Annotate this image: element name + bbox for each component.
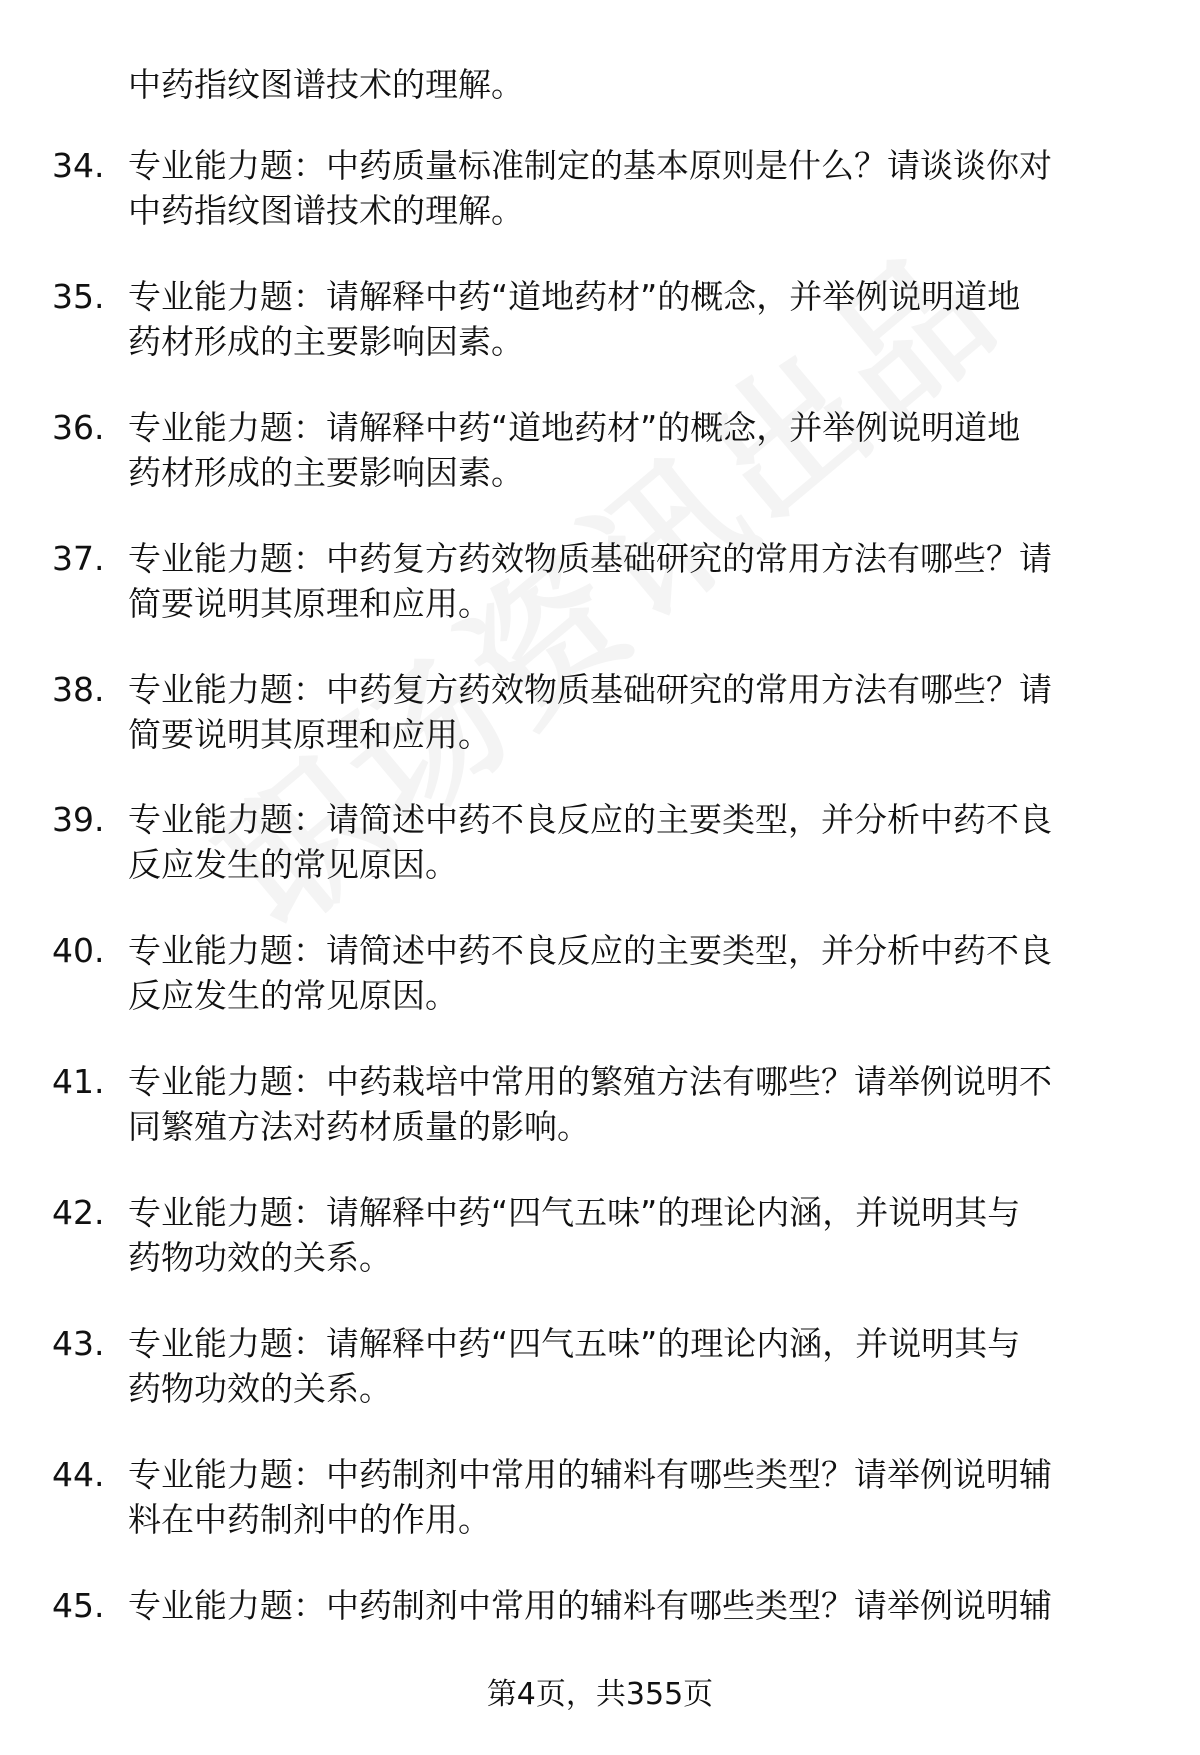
question-number: 35. bbox=[52, 276, 105, 316]
question-number: 40. bbox=[52, 931, 105, 971]
page-number: 第4页，共355页 bbox=[486, 1677, 714, 1712]
question-text-line: 同繁殖方法对药材质量的影响。 bbox=[128, 1107, 590, 1147]
question-text-line: 专业能力题：请解释中药“道地药材”的概念，并举例说明道地 bbox=[128, 407, 1021, 447]
question-text-line: 中药指纹图谱技术的理解。 bbox=[128, 191, 524, 230]
question-number: 38. bbox=[52, 669, 105, 709]
list-item bbox=[0, 274, 1200, 405]
list-item bbox=[0, 667, 1200, 798]
question-number: 42. bbox=[52, 1193, 105, 1233]
question-text-line: 反应发生的常见原因。 bbox=[128, 976, 458, 1016]
question-text-line: 专业能力题：中药质量标准制定的基本原则是什么？请谈谈你对 bbox=[128, 146, 1052, 185]
question-text-line: 药物功效的关系。 bbox=[128, 1238, 392, 1278]
question-text-line: 专业能力题：请简述中药不良反应的主要类型，并分析中药不良 bbox=[128, 800, 1052, 840]
question-text-line: 反应发生的常见原因。 bbox=[128, 845, 458, 885]
question-text-line: 药材形成的主要影响因素。 bbox=[128, 452, 524, 492]
question-text-line: 专业能力题：请解释中药“道地药材”的概念，并举例说明道地 bbox=[128, 276, 1021, 316]
question-text-line: 专业能力题：请解释中药“四气五味”的理论内涵，并说明其与 bbox=[128, 1193, 1021, 1233]
question-text-line: 简要说明其原理和应用。 bbox=[128, 583, 491, 623]
question-number: 37. bbox=[52, 538, 105, 578]
question-list bbox=[0, 143, 1200, 1714]
question-number: 43. bbox=[52, 1324, 105, 1364]
list-item bbox=[0, 143, 1200, 274]
question-number: 44. bbox=[52, 1454, 105, 1494]
question-number: 34. bbox=[52, 146, 105, 185]
question-number: 39. bbox=[52, 800, 105, 840]
list-item bbox=[0, 405, 1200, 536]
question-text-line: 药材形成的主要影响因素。 bbox=[128, 321, 524, 361]
question-number: 36. bbox=[52, 407, 105, 447]
continuation-text: 中药指纹图谱技术的理解。 bbox=[128, 65, 524, 104]
question-number: 45. bbox=[52, 1585, 105, 1625]
list-item bbox=[0, 928, 1200, 1059]
question-text-line: 专业能力题：中药制剂中常用的辅料有哪些类型？请举例说明辅 bbox=[128, 1454, 1052, 1494]
list-item bbox=[0, 1452, 1200, 1583]
question-text-line: 简要说明其原理和应用。 bbox=[128, 714, 491, 754]
question-text-line: 专业能力题：中药制剂中常用的辅料有哪些类型？请举例说明辅 bbox=[128, 1585, 1052, 1625]
question-text-line: 专业能力题：中药复方药效物质基础研究的常用方法有哪些？请 bbox=[128, 669, 1052, 709]
question-text-line: 专业能力题：中药栽培中常用的繁殖方法有哪些？请举例说明不 bbox=[128, 1062, 1052, 1102]
list-item bbox=[0, 797, 1200, 928]
list-item bbox=[0, 536, 1200, 667]
list-item bbox=[0, 1321, 1200, 1452]
question-text-line: 料在中药制剂中的作用。 bbox=[128, 1499, 491, 1539]
question-number: 41. bbox=[52, 1062, 105, 1102]
list-item bbox=[0, 1190, 1200, 1321]
question-text-line: 专业能力题：请解释中药“四气五味”的理论内涵，并说明其与 bbox=[128, 1324, 1021, 1364]
question-text-line: 专业能力题：请简述中药不良反应的主要类型，并分析中药不良 bbox=[128, 931, 1052, 971]
list-item bbox=[0, 1059, 1200, 1190]
question-text-line: 专业能力题：中药复方药效物质基础研究的常用方法有哪些？请 bbox=[128, 538, 1052, 578]
question-text-line: 药物功效的关系。 bbox=[128, 1369, 392, 1409]
